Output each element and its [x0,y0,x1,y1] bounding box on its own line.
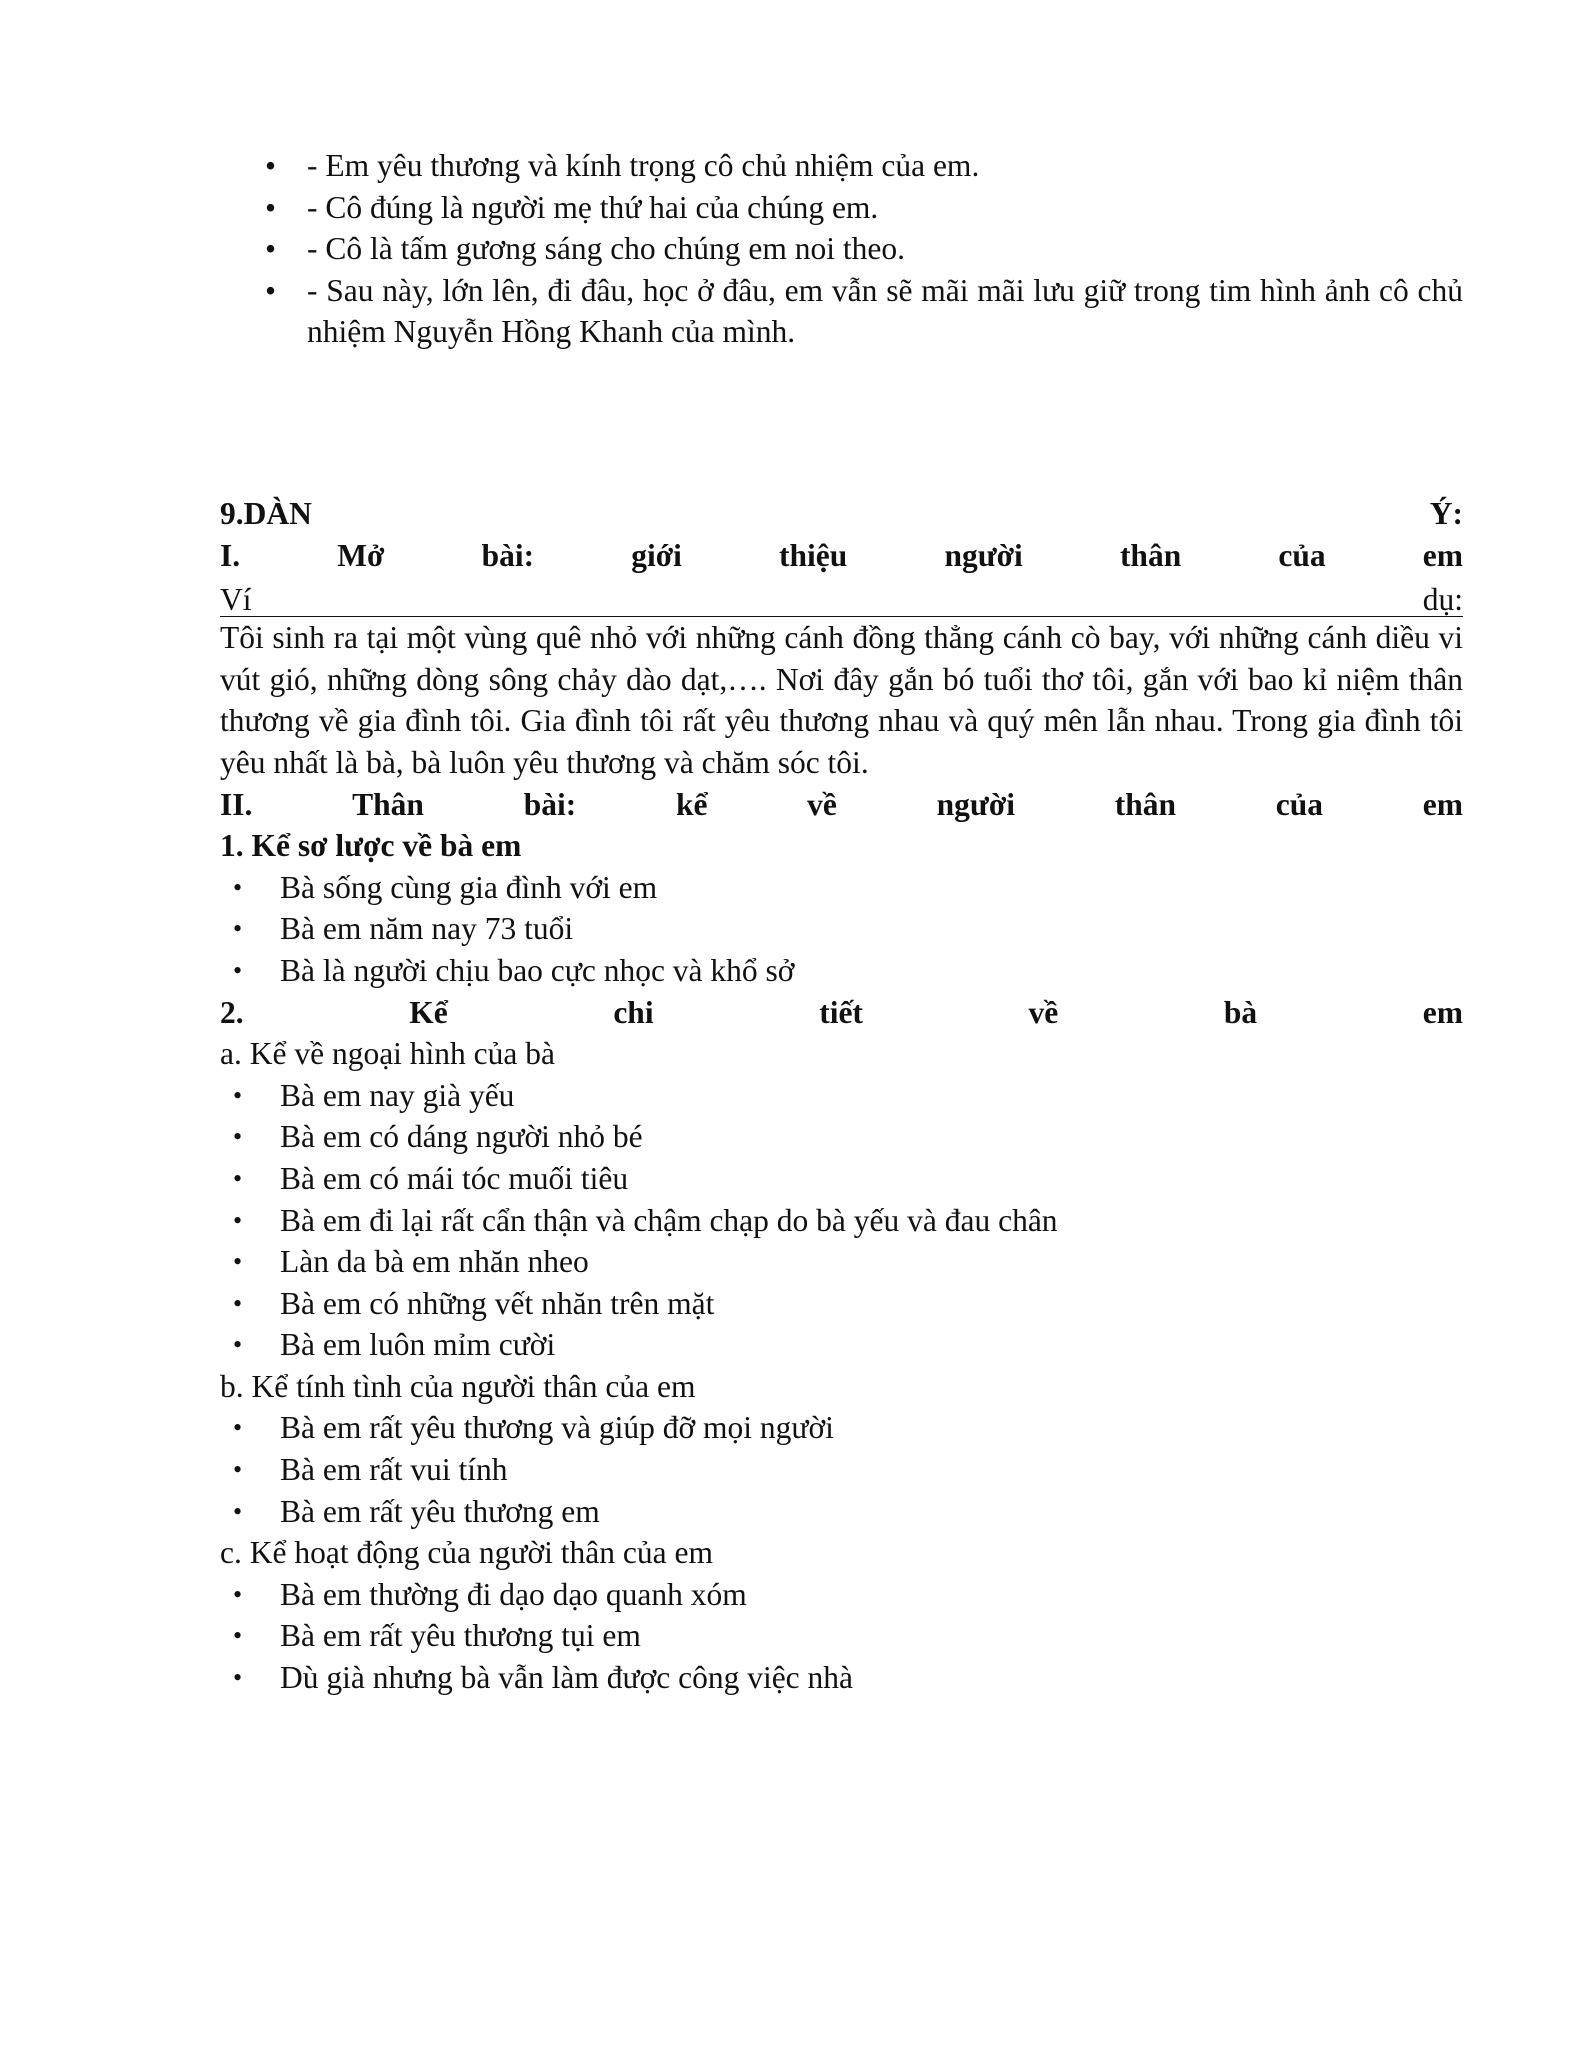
c-title: c. Kể hoạt động của người thân của em [220,1535,713,1571]
word: của [1278,537,1326,573]
word: 2. [220,994,244,1030]
list-item: • - Cô là tấm gương sáng cho chúng em noi theo. [220,228,1463,270]
word: về [807,786,837,822]
list-item: • Bà em năm nay 73 tuổi [220,908,1463,950]
b-list [220,1407,1463,1532]
list-item: • Bà em có dáng người nhỏ bé [220,1116,1463,1158]
word: bà [1223,994,1258,1030]
list-item: • Bà em rất yêu thương em [220,1491,1463,1533]
list-item: • Bà em luôn mỉm cười [220,1324,1463,1366]
heading-9 [220,493,1463,535]
list-item: • Bà em nay già yếu [220,1075,1463,1117]
word: người [944,537,1023,573]
list-item: • Bà sống cùng gia đình với em [220,867,1463,909]
heading-9-left: 9.DÀN [220,496,312,531]
intro-paragraph: Tôi sinh ra tại một vùng quê nhỏ với những cánh đồng thẳng cánh cò bay, với những cánh diều vi vút gió, những dòng sông chảy dào dạt,…. Nơi đây gắn bó tuổi thơ tôi, gắn với bao kỉ niệm thân thương về gia đình tôi. Gia đình tôi rất yêu thương nhau và quý mên lẫn nhau. Trong gia đình tôi yêu nhất là bà, bà luôn yêu thương và chăm sóc tôi. [220,620,1463,780]
sub1-title: 1. Kể sơ lược về bà em [220,828,522,864]
word: Kể [409,994,448,1030]
word: em [1422,994,1463,1030]
heading-9-right: Ý: [1429,496,1463,531]
word: Mở [337,537,385,573]
list-item: • - Sau này, lớn lên, đi đâu, học ở đâu, em vẫn sẽ mãi mãi lưu giữ trong tim hình ảnh cô chủ nhiệm Nguyễn Hồng Khanh của mình. [220,270,1463,353]
word: của [1275,786,1324,822]
word: I. [220,537,241,573]
example-left: Ví [220,582,252,618]
word: thân [1119,537,1182,573]
word: II. [220,786,253,822]
word: người [936,786,1016,822]
list-item: • Bà em rất yêu thương và giúp đỡ mọi người [220,1407,1463,1449]
list-item: • - Cô đúng là người mẹ thứ hai của chúng em. [220,187,1463,229]
list-item: • Bà em thường đi dạo dạo quanh xóm [220,1574,1463,1616]
example-label [220,576,1463,617]
list-item: • Bà em rất vui tính [220,1449,1463,1491]
list-item: • Làn da bà em nhăn nheo [220,1241,1463,1283]
list-item: • Bà em rất yêu thương tụi em [220,1615,1463,1657]
section-II-heading [220,784,1463,826]
c-list [220,1574,1463,1699]
a-title: a. Kể về ngoại hình của bà [220,1036,555,1072]
word: chi [613,994,654,1030]
word: về [1028,994,1059,1030]
list-item: • Bà em đi lại rất cẩn thận và chậm chạp do bà yếu và đau chân [220,1200,1463,1242]
section-I-heading [220,535,1463,577]
word: em [1422,786,1463,822]
word: thân [1114,786,1177,822]
a-list [220,1075,1463,1366]
outline-section [220,493,1463,1699]
word: thiệu [779,537,848,573]
list-item: • - Em yêu thương và kính trọng cô chủ nhiệm của em. [220,145,1463,187]
word: Thân [352,786,424,822]
list-item: • Bà là người chịu bao cực nhọc và khổ sở [220,950,1463,992]
sub2-heading [220,992,1463,1034]
list-item: • Dù già nhưng bà vẫn làm được công việc nhà [220,1657,1463,1699]
sub1-list [220,867,1463,992]
word: em [1422,537,1463,573]
b-title: b. Kể tính tình của người thân của em [220,1368,696,1404]
word: giới [631,537,682,573]
word: bài: [523,786,577,822]
list-item: • Bà em có những vết nhăn trên mặt [220,1283,1463,1325]
top-bullet-list [220,145,1463,353]
example-right: dụ: [1422,582,1463,618]
word: kể [675,786,708,822]
list-item: • Bà em có mái tóc muối tiêu [220,1158,1463,1200]
word: bài: [481,537,535,573]
top-section [220,145,1463,353]
word: tiết [819,994,863,1030]
